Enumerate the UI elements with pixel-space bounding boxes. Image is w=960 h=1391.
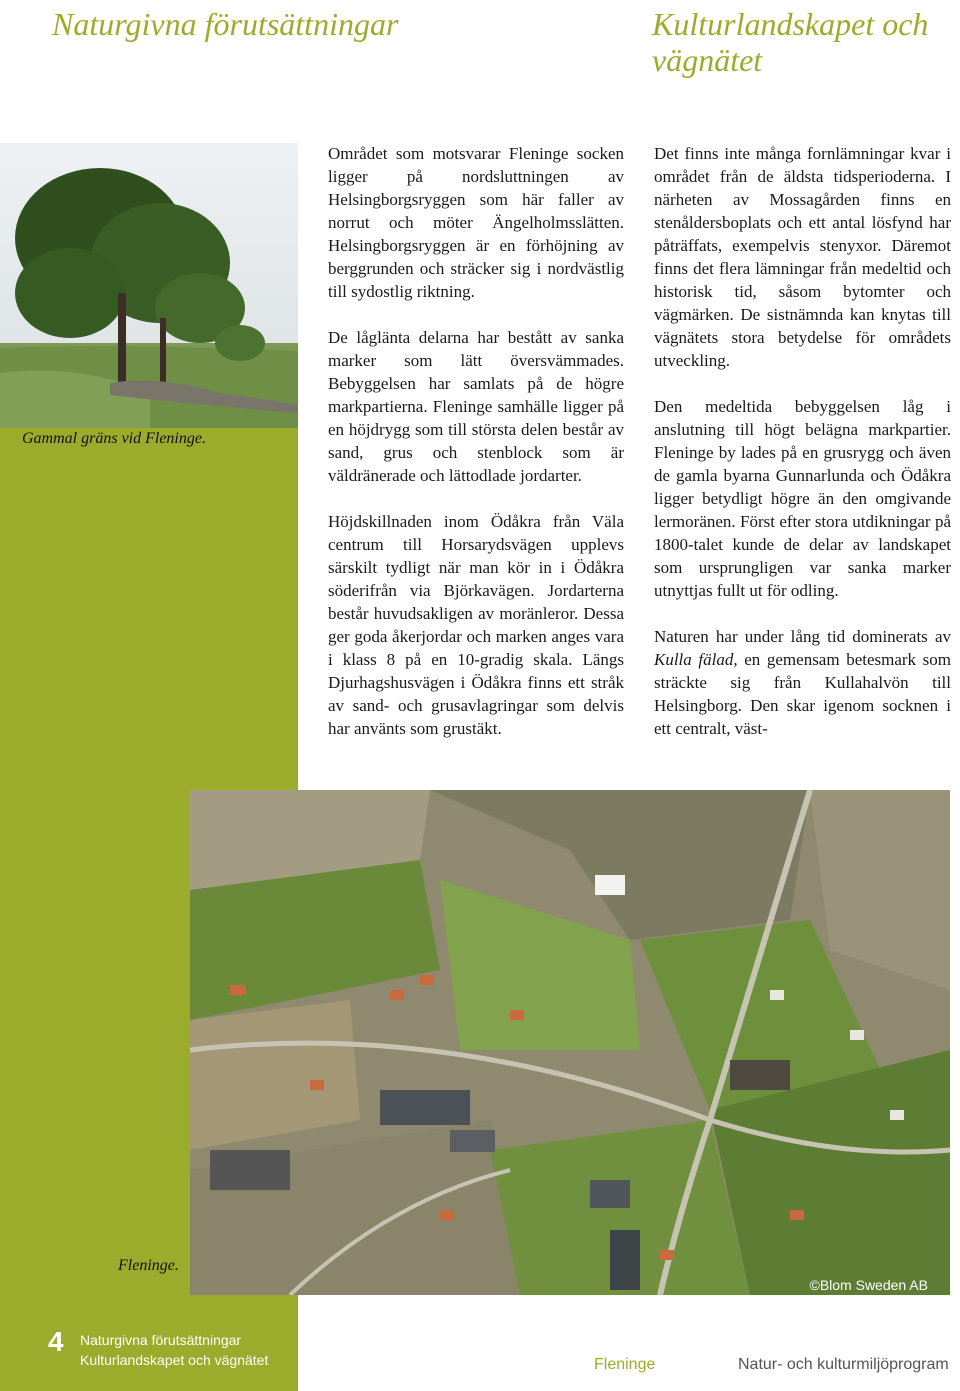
middle-text-column [328, 142, 624, 763]
italic-term: Kulla fälad [654, 650, 734, 669]
page-heading-left: Naturgivna förutsättningar [52, 6, 399, 42]
tree-photo-caption: Gammal gräns vid Fleninge. [22, 430, 206, 447]
paragraph: Höjdskillnaden inom Ödåkra från Väla centrum till Horsarydsvägen upplevs särskilt tydligt när man kör in i Ödåkra söderifrån via Björkavägen. Jordarterna består huvudsakligen av moränleror. Dessa ger goda åkerjordar och marken anges vara i klass 8 på en 10-gradig skala. Längs Djurhagshusvägen i Ödåkra finns ett stråk av sand- och grusavlagringar som delvis har använts som grustäkt. [328, 512, 624, 738]
footer-section-title: Naturgivna förutsättningar [80, 1332, 242, 1348]
paragraph: Det finns inte många fornlämningar kvar i området från de äldsta tidsperioderna. I närheten av Mossagården finns en stenåldersboplats och ett antal lösfynd har påträffats, exempelvis stenyxor. Däremot finns det flera lämningar från medeltid och historisk tid, såsom bytomter och vägmärken. De sistnämnda kan knytas till vägnätets stora betydelse för områdets utveckling. [654, 144, 951, 370]
paragraph [654, 625, 951, 740]
paragraph: De låglänta delarna har bestått av sanka marker som lätt översvämmades. Bebyggelsen har samlats på de högre markpartierna. Fleninge samhälle ligger på en höjdrygg som till största delen består av sand, grus och stenblock som är väldränerade och lättodlade jordarter. [328, 328, 624, 485]
page-number: 4 [48, 1326, 64, 1357]
right-text-column [654, 142, 951, 763]
page-heading-right: Kulturlandskapet och vägnätet [652, 6, 929, 78]
photo-credit: ©Blom Sweden AB [809, 1277, 928, 1293]
footer-place-name: Fleninge [594, 1356, 656, 1373]
footer-section-title: Kulturlandskapet och vägnätet [80, 1352, 269, 1368]
tree-photo [0, 143, 298, 428]
aerial-photo-caption: Fleninge. [118, 1257, 179, 1274]
text-run: , en gemensam betesmark som sträckte sig från Kullahalvön till Helsingborg. Den skar igenom socknen i ett centralt, väst- [654, 650, 952, 738]
paragraph: Området som motsvarar Fleninge socken ligger på nordsluttningen av Helsingborgsryggen som här faller av norrut och möter Ängelholmsslätten. Helsingborgsryggen är en förhöjning av berggrunden och sträcker sig i nordvästlig till sydostlig riktning. [328, 144, 624, 301]
paragraph: Den medeltida bebyggelsen låg i anslutning till högt belägna markpartier. Fleninge by lades på en grusrygg och även de gamla byarna Gunnarlunda och Ödåkra ligger betydligt högre än den omgivande lermoränen. Först efter stora utdikningar på 1800-talet kunde de delar av landskapet som ursprungligen var sanka marker utnyttjas fullt ut för odling. [654, 397, 951, 600]
text-run: Naturen har under lång tid dominerats av [654, 627, 951, 646]
footer-document-title: Natur- och kulturmiljöprogram [738, 1356, 949, 1373]
aerial-photo [190, 790, 950, 1295]
